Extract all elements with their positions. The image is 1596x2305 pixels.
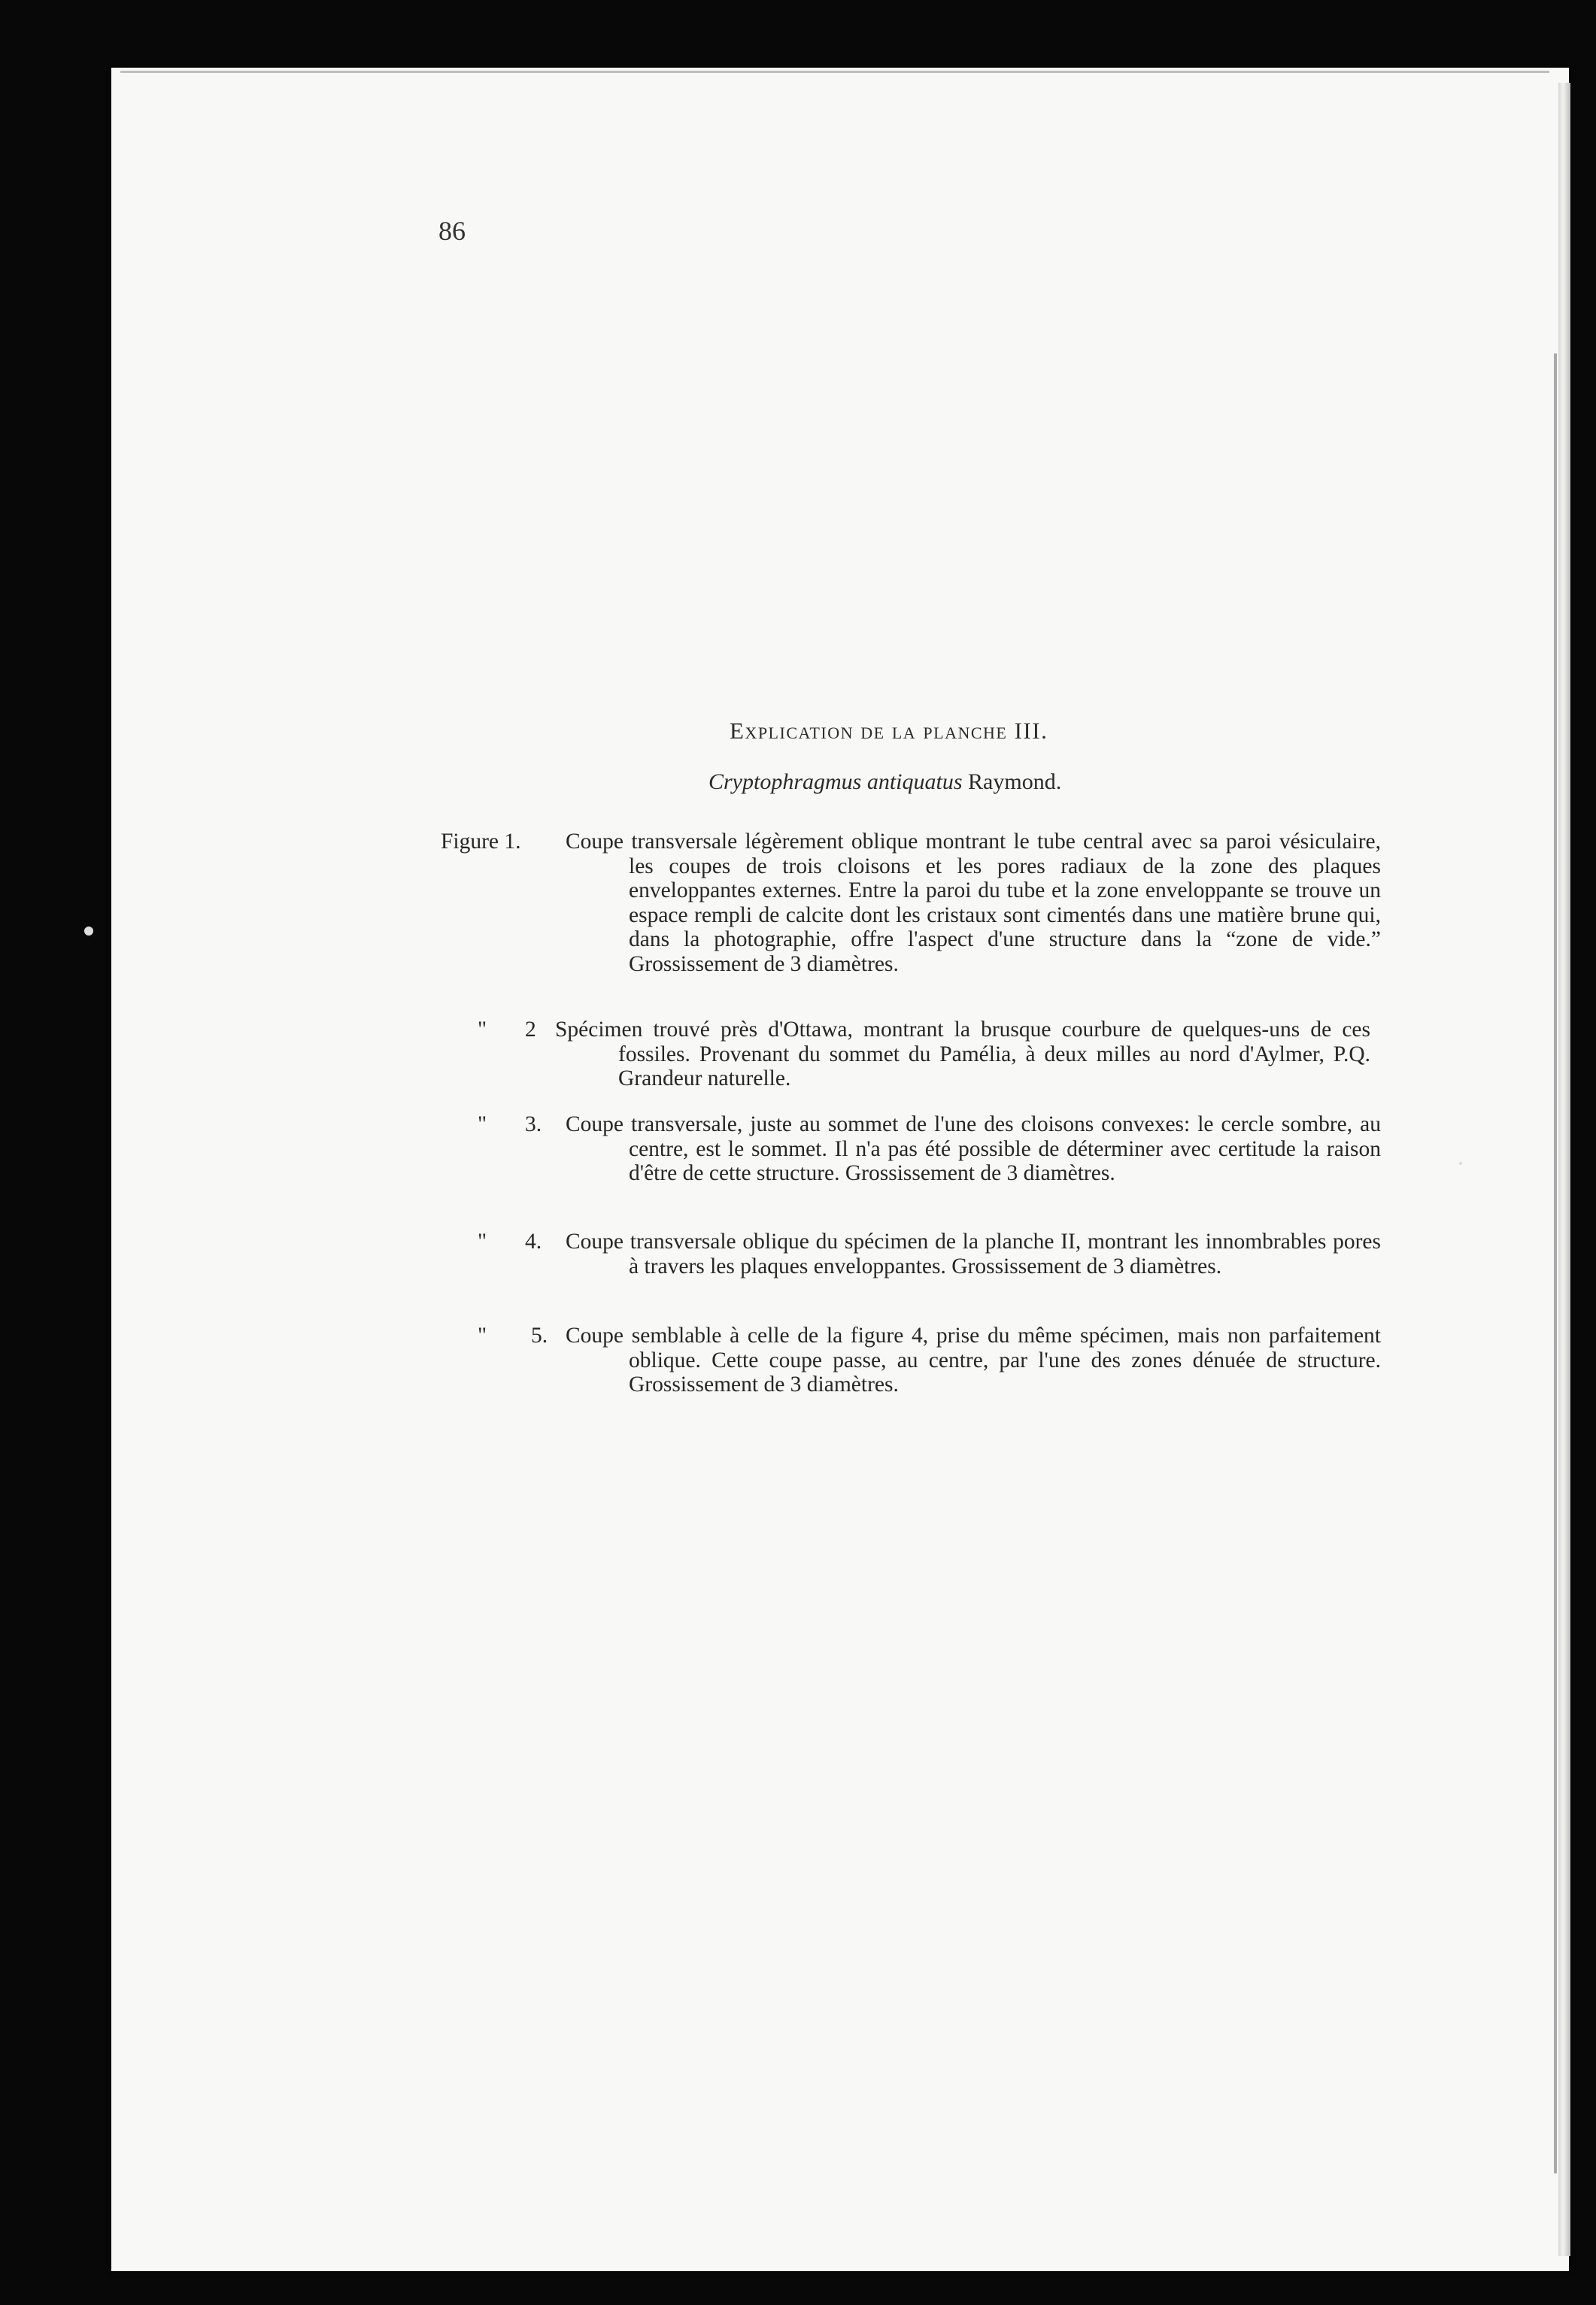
figure-description: Coupe transversale oblique du spécimen de la planche II, montrant les innombrables pores à travers les plaques enveloppantes. Grossissement de 3 diamètres.: [566, 1230, 1381, 1278]
figure-number: 4.: [525, 1230, 542, 1254]
species-name: Cryptophragmus antiquatus: [708, 769, 963, 794]
scan-speck: [1459, 1162, 1462, 1165]
figure-number: 1.: [504, 829, 521, 854]
page-number: 86: [438, 216, 466, 246]
figure-description: Coupe transversale, juste au sommet de l'une des cloisons convexes: le cercle sombre, au centre, est le sommet. Il n'a pas été possible de déterminer avec certitude la raison d'être de cette structure. Grossissement de 3 diamètres.: [566, 1112, 1381, 1185]
figure-description: Coupe transversale légèrement oblique montrant le tube central avec sa paroi vésiculaire, les coupes de trois cloisons et les pores radiaux de la zone des plaques enveloppantes externes. Entre la paroi du tube et la zone enveloppante se trouve un espace rempli de calcite dont les cristaux sont cimentés dans une matière brune qui, dans la photographie, offre l'aspect d'une structure dans la “zone de vide.” Grossissement de 3 diamètres.: [566, 829, 1381, 976]
figure-description: Spécimen trouvé près d'Ottawa, montrant la brusque courbure de quelques-uns de ces fossiles. Provenant du sommet du Pamélia, à deux milles au nord d'Aylmer, P.Q. Grandeur naturelle.: [555, 1018, 1370, 1090]
figure-number: 2: [525, 1018, 536, 1042]
figure-word: Figure: [441, 829, 499, 854]
figure-number: 3.: [525, 1112, 542, 1136]
scan-speck: [84, 927, 93, 936]
figure-entry-5: [441, 1324, 1444, 1397]
page-right-edge: [1558, 83, 1570, 2256]
figure-entry-3: [441, 1112, 1444, 1186]
ditto-mark: ": [478, 1230, 487, 1254]
ditto-mark: ": [478, 1112, 487, 1136]
species-author: Raymond.: [968, 769, 1062, 794]
plate-title-numeral: III.: [1014, 717, 1048, 744]
figure-entry-2: [441, 1018, 1444, 1091]
page-top-edge: [120, 71, 1549, 73]
figure-entry-4: [441, 1230, 1444, 1278]
species-heading: [708, 769, 1061, 795]
ditto-mark: ": [478, 1018, 487, 1042]
ditto-mark: ": [478, 1324, 487, 1348]
plate-title: [730, 717, 1048, 745]
figure-description: Coupe semblable à celle de la figure 4, prise du même spécimen, mais non parfaitement oblique. Cette coupe passe, au centre, par l'une des zones dénuée de structure. Grossissement de 3 diamètres.: [566, 1324, 1381, 1397]
figure-label: [441, 829, 521, 854]
figure-number: 5.: [531, 1324, 548, 1348]
plate-title-words: Explication de la planche: [730, 717, 1008, 744]
figure-entry-1: [441, 829, 1444, 976]
